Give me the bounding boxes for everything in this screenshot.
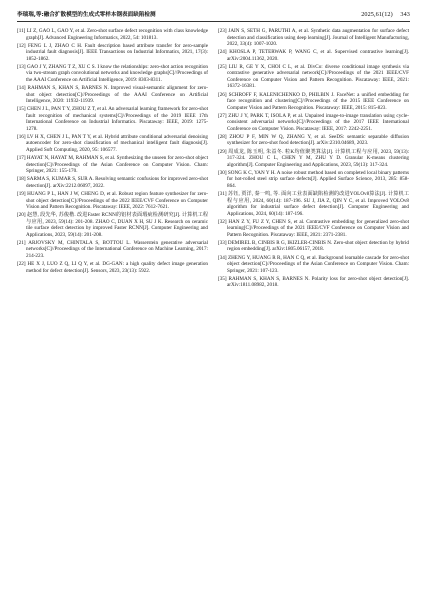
running-title: 李瑞瑞,等:融合扩散模型的生成式零样本钢表面缺陷检测 bbox=[17, 12, 156, 18]
reference-item: [12] FENG L J, ZHAO C H. Fault description based attribute transfer for zero-sample industrial fault diagnosis[J]. IEEE Transactions on Industrial Informatics, 2021, 17(3): 1852-1862. bbox=[17, 42, 208, 62]
reference-item: [31] 苏钰, 贾洋, 秦一鸣, 等. 面向工业表面缺陷检测的改进YOLOv8算法[J]. 计算机工程与应用, 2024, 60(14): 187-196. SU J, JIA Z, QIN Y C, et al. Improved YOLOv8 algorithm for industrial surface defect detection[J]. Computer Engineering and Applications, 2024, 60(14): 187-196. bbox=[218, 190, 409, 217]
issue-and-page bbox=[361, 11, 410, 18]
reference-item: [11] LI Z, GAO L, GAO Y, et al. Zero-shot surface defect recognition with class knowledge graph[J]. Advanced Engineering Informatics, 2022, 54: 101813. bbox=[17, 28, 208, 41]
reference-item: [32] HAN Z Y, FU Z Y, CHEN S, et al. Contrastive embedding for generalized zero-shot learning[C]//Proceedings of the 2021 IEEE/CVF Conference on Computer Vision and Pattern Recognition. Piscataway: IEEE, 2021: 2371-2381. bbox=[218, 218, 409, 238]
reference-item: [23] JAIN S, SETH G, PARUTHI A, et al. Synthetic data augmentation for surface defect detection and classification using deep learning[J]. Journal of Intelligent Manufacturing, 2022, 33(4): 1007-1020. bbox=[218, 28, 409, 48]
reference-item: [14] RAHMAN S, KHAN S, BARNES N. Improved visual-semantic alignment for zero-shot object detection[C]//Proceedings of the AAAI Conference on Artificial Intelligence, 2020: 11932-11939. bbox=[17, 85, 208, 105]
reference-item: [20] 赵慧, 段先华, 苏俊楷. 改进Faster RCNN的铝材表面瑕疵检测研究[J]. 计算机工程与应用, 2023, 59(14): 201-208. ZHAO C, DUAN X H, SU J K. Research on ceramic tile surface defect detection by improved Faster RCNN[J]. Computer Engineering and Applications, 2023, 59(14): 201-208. bbox=[17, 212, 208, 238]
left-column bbox=[17, 28, 208, 290]
reference-item: [26] SCHROFF F, KALENICHENKO D, PHILBIN J. FaceNet: a unified embedding for face recognition and clustering[C]//Proceedings of the 2015 IEEE Conference on Computer Vision and Pattern Recognition. Piscataway: IEEE, 2015: 815-823. bbox=[218, 91, 409, 111]
reference-item: [15] CHEN J L, PAN T Y, ZHOU Z T, et al. An adversarial learning framework for zero-shot fault recognition of mechanical systems[C]//Proceedings of the 2019 IEEE 17th International Conference on Industrial Informatics. Piscataway: IEEE, 2019: 1275-1278. bbox=[17, 106, 208, 132]
reference-item: [22] HE X J, LUO Z Q, LI Q Y, et al. DG-GAN: a high quality defect image generation method for defect detection[J]. Sensors, 2023, 23(13): 5922. bbox=[17, 261, 208, 274]
reference-item: [18] SARMA S, KUMAR S, SUR A. Resolving semantic confusions for improved zero-shot detection[J]. arXiv:2212.06097, 2022. bbox=[17, 176, 208, 189]
right-column bbox=[218, 28, 409, 290]
reference-item: [16] LV H X, CHEN J L, PAN T Y, et al. Hybrid attribute conditional adversarial denoising autoencoder for zero-shot classification of mechanical intelligent fault diagnosis[J]. Applied Soft Computing, 2020, 95: 106577. bbox=[17, 133, 208, 154]
references-body bbox=[17, 28, 410, 290]
journal-issue: 2025,61(12) bbox=[361, 11, 393, 18]
reference-item: [24] KHOSLA P, TETERWAK P, WANG C, et al. Supervised contrastive learning[J]. arXiv:2004.11362, 2020. bbox=[218, 49, 409, 62]
reference-item: [35] RAHMAN S, KHAN S, BARNES N. Polarity loss for zero-shot object detection[J]. arXiv:1811.08982, 2018. bbox=[218, 275, 409, 289]
reference-item: [29] 周成龙, 陈玉明, 朱益冬. 粒K均值聚类算法[J]. 计算机工程与应用, 2023, 59(13): 317-324. ZHOU C L, CHEN Y M, ZHU Y D. Granular K-means clustering algorithm[J]. Computer Engineering and Applications, 2023, 59(13): 317-324. bbox=[218, 148, 409, 168]
reference-item: [19] HUANG P L, HAN J W, CHENG D, et al. Robust region feature synthesizer for zero-shot object detection[C]//Proceedings of the 2022 IEEE/CVF Conference on Computer Vision and Pattern Recognition. Piscataway: IEEE, 2022: 7612-7621. bbox=[17, 190, 208, 211]
reference-item: [33] DEMIREL B, CINBIS R G, IKIZLER-CINBIS N. Zero-shot object detection by hybrid region embedding[J]. arXiv:1805.06157, 2018. bbox=[218, 239, 409, 253]
reference-item: [34] ZHENG Y, HUANG R R, HAN C Q, et al. Background learnable cascade for zero-shot object detection[C]//Proceedings of the Asian Conference on Computer Vision. Cham: Springer, 2021: 107-123. bbox=[218, 254, 409, 274]
running-header bbox=[17, 10, 410, 22]
reference-item: [17] HAYAT N, HAYAT M, RAHMAN S, et al. Synthesizing the unseen for zero-shot object detection[C]//Proceedings of the Asian Conference on Computer Vision. Cham: Springer, 2021: 155-170. bbox=[17, 155, 208, 175]
page-number: 343 bbox=[400, 11, 410, 18]
reference-item: [27] ZHU J Y, PARK T, ISOLA P, et al. Unpaired image-to-image translation using cycle-consistent adversarial networks[C]//Proceedings of the 2017 IEEE International Conference on Computer Vision. Piscataway: IEEE, 2017: 2242-2251. bbox=[218, 112, 409, 132]
reference-item: [25] LIU R, GE Y X, CHOI C L, et al. DivCo: diverse conditional image synthesis via contrastive generative adversarial network[C]//Proceedings of the 2021 IEEE/CVF Conference on Computer Vision and Pattern Recognition. Piscataway: IEEE, 2021: 16372-16381. bbox=[218, 63, 409, 90]
reference-item: [21] ARJOVSKY M, CHINTALA S, BOTTOU L. Wasserstein generative adversarial networks[C]//Proceedings of the International Conference on Machine Learning, 2017: 214-223. bbox=[17, 239, 208, 259]
reference-item: [13] GAO J Y, ZHANG T Z, XU C S. I know the relationships: zero-shot action recognition via two-stream graph convolutional networks and knowledge graphs[C]//Proceedings of the AAAI Conference on Artificial Intelligence, 2019: 8303-8311. bbox=[17, 63, 208, 83]
reference-item: [30] SONG K C, YAN Y H. A noise robust method based on completed local binary patterns for hot-rolled steel strip surface defects[J]. Applied Surface Science, 2013, 285: 858-864. bbox=[218, 169, 409, 189]
reference-item: [28] ZHOU P F, MIN W Q, ZHANG Y, et al. SeeDS: semantic separable diffusion synthesizer for zero-shot food detection[J]. arXiv:2310.04689, 2023. bbox=[218, 133, 409, 147]
